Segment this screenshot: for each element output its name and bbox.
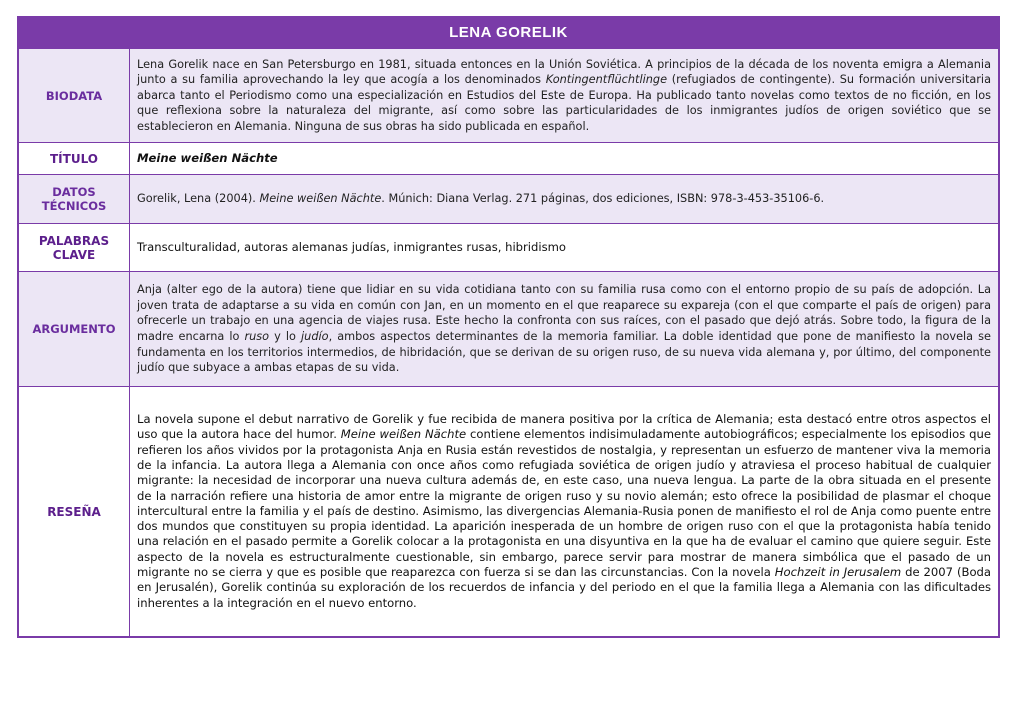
palabras-text: Transculturalidad, autoras alemanas judías, inmigrantes rusas, hibridismo (137, 239, 567, 254)
label-palabras-line2: CLAVE (52, 247, 96, 262)
content-titulo (130, 143, 998, 174)
resena-italic-1: Meine weißen Nächte (340, 427, 467, 442)
argumento-italic-2: judío (301, 330, 329, 343)
datos-text-1: Gorelik, Lena (2004). (137, 192, 260, 206)
label-palabras-clave (19, 224, 130, 271)
resena-italic-2: Hochzeit in Jerusalem (774, 565, 902, 580)
label-argumento: ARGUMENTO (19, 272, 130, 386)
row-resena (19, 386, 998, 636)
label-datos-tecnicos (19, 175, 130, 223)
row-palabras-clave (19, 223, 998, 271)
biodata-text-1: Lena Gorelik nace en San Petersburgo en 1981, situada entonces en la Unión Soviética. A principios de la década de los noventa emigra a Alemania junto a su familia aprovechando la ley que acogía a los denominados (137, 57, 991, 87)
datos-text-2: . Múnich: Diana Verlag. 271 páginas, dos ediciones, ISBN: 978-3-453-35106-6. (381, 192, 825, 206)
content-palabras-clave (130, 224, 998, 271)
row-argumento (19, 271, 998, 386)
datos-italic: Meine weißen Nächte (259, 192, 382, 206)
content-datos-tecnicos (130, 175, 998, 223)
label-datos-line2: TÉCNICOS (41, 199, 107, 213)
titulo-text: Meine weißen Nächte (137, 150, 278, 165)
argumento-text-2: y lo (269, 330, 302, 343)
resena-text-3: de 2007 (Boda en Jerusalén), Gorelik continúa su exploración de los recuerdos de infancia y del periodo en el que la familia llega a Alemania con las dificultades inherentes a la integración en el nuevo entorno. (137, 565, 992, 610)
content-argumento (130, 272, 998, 386)
resena-text-2: contiene elementos indisimuladamente autobiográficos; especialmente los episodios que refieren los años vividos por la protagonista Anja en Rusia están revestidos de nostalgia, y representan un esfuerzo de mantener viva la memoria de la infancia. La autora llega a Alemania con once años como refugiada soviética de origen judío y atraviesa el proceso habitual de cualquier migrante: la necesidad de incorporar una nueva cultura además de, en este caso, una nueva lengua. La parte de la obra situada en el presente de la narración refiere una historia de amor entre la migrante de origen ruso y su novio alemán; esto ofrece la posibilidad de plasmar el choque intercultural entre la familia y el país de destino. Asimismo, las divergencias Alemania-Rusia ponen de manifiesto el rol de Anja como puente entre dos mundos que constituyen su propia identidad. La aparición inesperada de un hombre de origen ruso con el que la protagonista había tenido una relación en el pasado permite a Gorelik colocar a la protagonista en una disyuntiva en la que ha de evaluar el camino que quiere seguir. Este aspecto de la novela es estructuralmente cuestionable, sin embargo, parece servir para mostrar de manera simbólica que el pasado de un migrante no se cierra y que es posible que reaparezca con fuerza si se dan las circunstancias. Con la novela (137, 427, 991, 580)
label-resena: RESEÑA (19, 387, 130, 636)
review-sheet (17, 16, 1000, 638)
argumento-italic-1: ruso (244, 330, 270, 343)
label-palabras-line1: PALABRAS (38, 233, 110, 248)
row-biodata (19, 48, 998, 142)
content-biodata (130, 49, 998, 142)
row-datos-tecnicos (19, 174, 998, 223)
author-title: LENA GORELIK (19, 18, 998, 48)
argumento-text-3: , ambos aspectos determinantes de la memoria familiar. La doble identidad que pone de manifiesto la novela se fundamenta en los territorios intermedios, de hibridación, que se derivan de su origen ruso, de su nueva vida alemana y, por último, del componente judío que subyace a ambas etapas de su vida. (137, 330, 991, 375)
biodata-italic: Kontingentflüchtlinge (545, 73, 668, 87)
row-titulo (19, 142, 998, 174)
label-titulo: TÍTULO (19, 143, 130, 174)
biodata-text-2: (refugiados de contingente). Su formación universitaria abarca tanto el Periodismo como una especialización en Estudios del Este de Europa. Ha publicado tanto novelas como textos de no ficción, en los que reflexiona sobre la naturaleza del migrante, así como sobre las particularidades de los inmigrantes judíos de origen soviético que se establecieron en Alemania. Ninguna de sus obras ha sido publicada en español. (137, 73, 991, 133)
content-resena (130, 387, 998, 636)
label-biodata: BIODATA (19, 49, 130, 142)
resena-text-1: La novela supone el debut narrativo de Gorelik y fue recibida de manera positiva por la crítica de Alemania; esta destacó entre otros aspectos el uso que la autora hace del humor. (137, 412, 991, 442)
argumento-text-1: Anja (alter ego de la autora) tiene que lidiar en su vida cotidiana tanto con su familia rusa como con el entorno propio de su país de adopción. La joven trata de adaptarse a su vida en común con Jan, en un momento en el que reaparece su expareja (con el que comparte el país de origen) para ofrecerle un trabajo en una agencia de viajes rusa. Este hecho la confronta con sus raíces, con el pasado que dejó atrás. Sobre todo, la figura de la madre encarna lo (137, 283, 991, 343)
label-datos-line1: DATOS (52, 185, 96, 199)
